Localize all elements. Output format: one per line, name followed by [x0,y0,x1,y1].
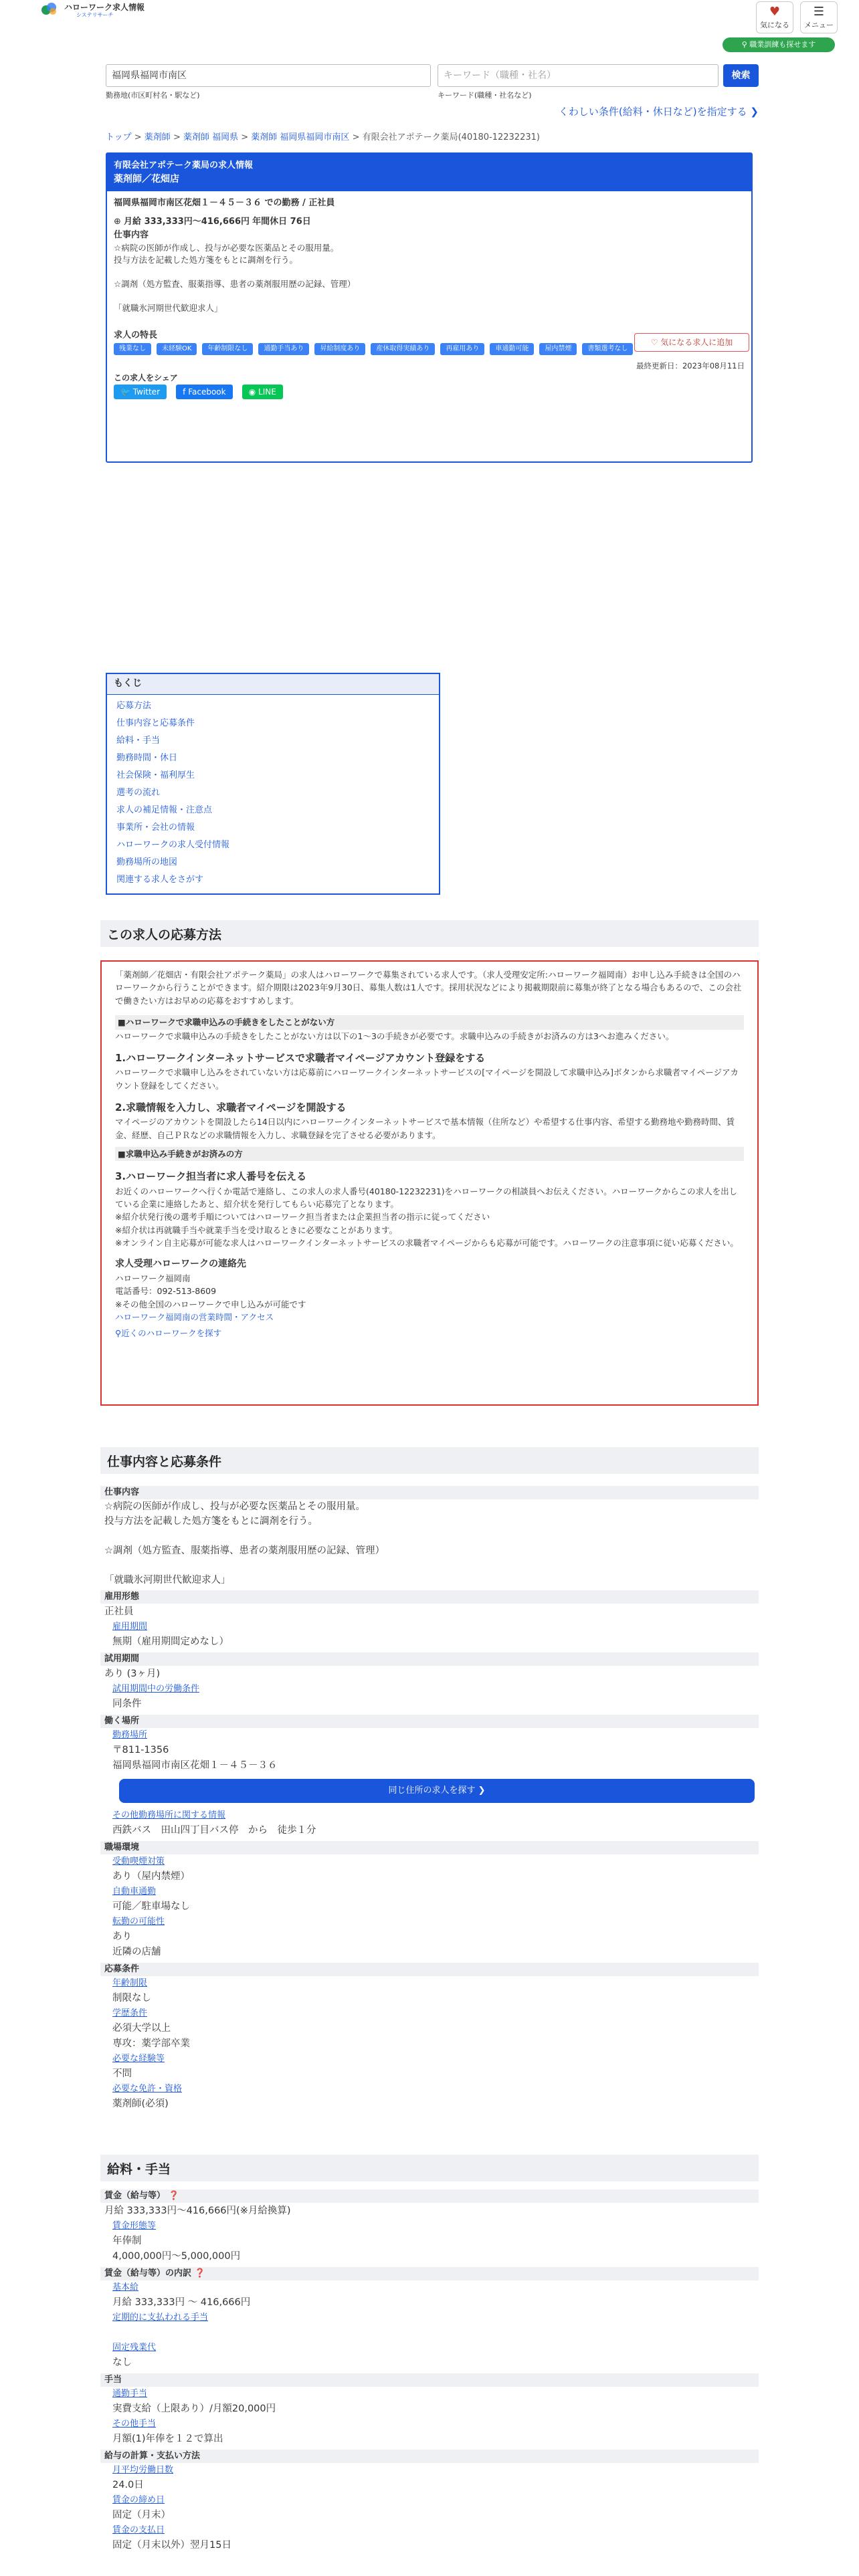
toc-item[interactable]: 勤務時間・休日 [116,752,178,763]
job-content-text: ☆病院の医師が作成し、投与が必要な医薬品とその服用量。 投与方法を記載した処方箋をもとに調剤を行う。 ☆調剤（処方監査、服薬指導、患者の薬剤服用歴の記録、管理） 「就職氷河期世代歓迎求人」 [114,243,356,314]
company-name: 有限会社アポテーク薬局の求人情報 [114,160,254,171]
zip-code: 〒811-1356 [112,1745,169,1755]
job-card [106,152,753,463]
apply-bar-new-text: ハローワークで求職申込みの手続きをしたことがない方は以下の1〜3の手続きが必要です。求職申込みの手続きがお済みの方は3へお進みください。 [115,1031,674,1041]
keyword-label: キーワード(職種・社名など) [438,91,532,100]
logo-subtitle: システリサーチ [76,12,114,18]
conditions-list [100,1483,759,2112]
toc-title: もくじ [107,674,439,695]
emp-val: 正社員 [104,1606,134,1617]
add-favorite-button[interactable]: ♡ 気になる求人に追加 [634,333,749,352]
trial-sub-val: 同条件 [112,1699,142,1709]
car-val: 可能／駐車場なし [112,1901,190,1912]
toc-item[interactable]: 事業所・会社の情報 [116,822,195,833]
edu-major: 専攻：薬学部卒業 [112,2038,190,2049]
job-tag: 産休取得実績あり [371,343,435,355]
age-val: 制限なし [112,1993,151,2004]
env-head: 職場環境 [100,1841,759,1854]
search-icon: ⚲ [741,40,747,49]
wage-form-sub[interactable]: 賃金形態等 [112,2221,157,2231]
job-holiday: 年間休日 76日 [252,217,311,227]
salary-section-title: 給料・手当 [100,2155,759,2181]
breakdown-head [100,2267,759,2280]
apply-step1-title: 1.ハローワークインターネットサービスで求職者マイページアカウント登録をする [115,1051,486,1064]
other-place-val: 西鉄バス 田山四丁目バス停 から 徒歩１分 [112,1825,316,1836]
job-card-header [107,154,751,191]
pay-day-val: 固定（月末以外）翌月15日 [112,2540,231,2551]
location-input[interactable]: 福岡県福岡市南区 [106,64,431,87]
favorites-button[interactable] [756,1,793,33]
job-salary: 月給 333,333円〜416,666円 [124,217,250,227]
search-area [100,64,759,124]
job-location: 福岡県福岡市南区花畑１－４５－３６ での勤務 / 正社員 [114,198,335,208]
chevron-right-icon: ❯ [750,106,759,118]
job-updated: 最終更新日：2023年08月11日 [636,360,745,370]
apply-step2-title: 2.求職情報を入力し、求職者マイページを開設する [115,1101,347,1113]
job-tag: 屋内禁煙 [539,343,577,355]
address: 福岡県福岡市南区花畑１－４５－３６ [112,1760,278,1771]
apply-section-title: この求人の応募方法 [100,920,759,947]
edu-val: 必須大学以上 [112,2023,171,2034]
hamburger-icon: ☰ [813,5,825,19]
share-twitter-label: Twitter [132,387,160,397]
job-tag: 車通勤可能 [490,343,534,355]
job-tag: 未経験OK [157,343,197,355]
share-line-button[interactable] [242,385,283,399]
place-sub[interactable]: 勤務場所 [112,1730,148,1740]
wage-form-range: 4,000,000円〜5,000,000円 [112,2251,241,2262]
menu-label: メニュー [804,21,834,29]
detail-search-label: くわしい条件(給料・休日など)を指定する [558,106,747,118]
contact-access-link[interactable]: ハローワーク福岡南の営業時間・アクセス [115,1312,274,1323]
apply-bar-done: ■求職申込み手続きがお済みの方 [115,1147,744,1161]
share-line-label: LINE [258,387,276,397]
breakdown-head-label: 賃金（給与等）の内訳 [104,2268,192,2278]
training-search-label: 職業訓練も探せます [749,40,816,49]
search-button[interactable]: 検索 [723,64,759,87]
near-hellowork-label: 近くのハローワークを探す [121,1327,222,1338]
wage-form-val: 年俸制 [112,2236,142,2246]
near-hellowork-link[interactable] [115,1327,744,1339]
job-tag: 残業なし [114,343,151,355]
money-icon: ⊕ [114,217,121,227]
wage-val: 月給 333,333円〜416,666円(※月給換算) [104,2206,291,2216]
job-title: 薬剤師／花畑店 [114,174,179,185]
work-text: ☆病院の医師が作成し、投与が必要な医薬品とその服用量。 投与方法を記載した処方箋をもとに調剤を行う。 ☆調剤（処方監査、服薬指導、患者の薬剤服用歴の記録、管理） 「就職氷河期世代歓迎求人」 [104,1501,385,1586]
transfer-sub[interactable]: 転勤の可能性 [112,1917,165,1927]
job-tag: 書類選考なし [582,343,633,355]
apply-step3-text: お近くのハローワークへ行くか電話で連絡し、この求人の求人番号(40180-12232231)をハローワークの相談員へお伝えください。ハローワークからこの求人を出している企業に連絡したあと、紹介状を発行してもらい応募完了となります。 ※紹介状発行後の選考手順についてはハローワーク担当者または企業担当者の指示に従ってください ※紹介状は再就職手当や就業手当を受け取るときに必要なことがあります。 ※オンライン自主応募が可能な求人はハローワークインターネットサービスの求職者マイページからも応募が可能です。ハローワークの注意事項に従い応募ください。 [115,1186,739,1248]
breadcrumb-current: 有限会社アポテーク薬局(40180-12232231) [362,132,540,142]
job-tag: 昇給制度あり [314,343,365,355]
contact-name: ハローワーク福岡南 [115,1273,191,1284]
apply-step1-text: ハローワークで求職申し込みをされていない方は応募前にハローワークインターネットサービスの[マイページを開設して求職申込み]ボタンから求職者マイページアカウント登録をしてください。 [115,1067,739,1091]
transfer-val: あり [112,1931,132,1942]
other-allow-sub[interactable]: その他手当 [112,2419,157,2429]
apply-step3-title: 3.ハローワーク担当者に求人番号を伝える [115,1170,307,1183]
toc-item[interactable]: 仕事内容と応募条件 [116,718,195,728]
detail-search-link[interactable] [559,104,759,120]
contact-note: ※その他全国のハローワークで申し込みが可能です [115,1299,306,1309]
place-head: 働く場所 [100,1715,759,1728]
close-day-sub[interactable]: 賃金の締め日 [112,2495,165,2505]
breadcrumb-pref[interactable]: 薬剤師 福岡県 [183,132,239,142]
menu-button[interactable] [800,1,838,33]
overtime-sub[interactable]: 固定残業代 [112,2343,157,2353]
location-label: 勤務地(市区町村名・駅など) [106,91,200,100]
breadcrumb-top[interactable]: トップ [106,132,132,142]
overtime-val: なし [112,2357,132,2368]
trial-sub[interactable]: 試用期間中の労働条件 [112,1684,200,1694]
allowance-head: 手当 [100,2373,759,2387]
job-card-body [107,191,751,405]
apply-bar-new: ■ハローワークで求職申込みの手続きをしたことがない方 [115,1015,744,1029]
work-head: 仕事内容 [100,1486,759,1499]
fixed-allow-spacer [100,2325,759,2341]
share-label: この求人をシェア [114,373,178,383]
toc-item[interactable]: 関連する求人をさがす [116,874,204,885]
table-of-contents [106,673,440,895]
salary-list [100,2187,759,2553]
close-day-val: 固定（月末） [112,2510,171,2520]
same-address-search-button[interactable]: 同じ住所の求人を探す ❯ [119,1779,755,1803]
toc-item[interactable]: 求人の補足情報・注意点 [116,804,213,815]
other-allow-val: 月額(1)年俸を１２で算出 [112,2434,223,2444]
heart-icon: ♥ [769,5,781,19]
training-search-button[interactable] [723,37,835,52]
car-sub[interactable]: 自動車通勤 [112,1887,157,1897]
line-icon: ◉ [248,387,256,397]
other-place-sub[interactable]: その他勤務場所に関する情報 [112,1810,226,1820]
req-head: 応募条件 [100,1963,759,1976]
trial-val: あり (3ヶ月) [104,1669,161,1679]
breadcrumb-city[interactable]: 薬剤師 福岡県福岡市南区 [251,132,350,142]
license-sub[interactable]: 必要な免許・資格 [112,2084,183,2094]
emp-head: 雇用形態 [100,1590,759,1604]
job-features-head: 求人の特長 [114,330,158,341]
toc-item[interactable]: 勤務場所の地図 [116,857,178,867]
logo-mark-icon [41,3,60,19]
conditions-section-title: 仕事内容と応募条件 [100,1447,759,1474]
help-icon[interactable]: ❓ [194,2268,205,2278]
site-logo[interactable] [41,3,145,19]
twitter-icon: 🐦 [120,387,130,397]
job-tag: 再雇用あり [440,343,484,355]
base-val: 月給 333,333円 〜 416,666円 [112,2297,251,2308]
fixed-allow-sub[interactable]: 定期的に支払われる手当 [112,2313,209,2323]
trial-head: 試用期間 [100,1652,759,1666]
emp-period-val: 無期（雇用期間定めなし） [112,1636,229,1647]
job-tag: 年齢制限なし [202,343,253,355]
avg-days-val: 24.0日 [112,2480,144,2490]
transfer-val-detail: 近隣の店舗 [112,1947,161,1957]
avg-days-sub[interactable]: 月平均労働日数 [112,2465,174,2475]
site-header [0,0,859,64]
keyword-input[interactable]: キーワード（職種・社名） [438,64,719,87]
license-val: 薬剤師(必須) [112,2099,169,2109]
breadcrumb: トップ > 薬剤師 > 薬剤師 福岡県 > 薬剤師 福岡県福岡市南区 > 有限会社アポテーク薬局(40180-12232231) [106,132,540,142]
search-icon: ⚲ [115,1327,122,1338]
calc-head: 給与の計算・支払い方法 [100,2450,759,2463]
toc-item[interactable]: 選考の流れ [116,787,161,798]
toc-item[interactable]: 給料・手当 [116,735,161,746]
breadcrumb-job[interactable]: 薬剤師 [144,132,171,142]
apply-intro: 「薬剤師／花畑店・有限会社アポテーク薬局」の求人はハローワークで募集されている求人です。（求人受理安定所:ハローワーク福岡南）お申し込み手続きは全国のハローワークから行うことができます。紹介期限は2023年9月30日、募集人数は1人です。採用状況などにより掲載期限前に募集が終了となる場合もあるので、この会社で働きたい方はお早めの応募をおすすめします。 [115,970,742,1006]
age-sub[interactable]: 年齢制限 [112,1978,148,1988]
job-content-head: 仕事内容 [114,230,149,241]
toc-item[interactable]: 社会保険・福利厚生 [116,770,195,780]
contact-tel: 電話番号：092-513-8609 [115,1286,217,1297]
facebook-icon: f [183,387,186,397]
exp-sub[interactable]: 必要な経験等 [112,2054,165,2064]
toc-item[interactable]: 応募方法 [116,700,152,711]
help-icon[interactable]: ❓ [168,2191,179,2201]
apply-step2-text: マイページのアカウントを開設したら14日以内にハローワークインターネットサービスで基本情報（住所など）や希望する仕事内容、希望する勤務地や勤務時間、賃金、経歴、自己ＰＲなどの求職情報を入力し、求職登録を完了させる必要があります。 [115,1117,735,1140]
smoke-sub[interactable]: 受動喫煙対策 [112,1856,165,1866]
apply-box [100,960,759,1406]
edu-sub[interactable]: 学歴条件 [112,2008,148,2018]
share-twitter-button[interactable] [114,385,167,399]
toc-item[interactable]: ハローワークの求人受付情報 [116,839,230,850]
base-sub[interactable]: 基本給 [112,2282,139,2292]
wage-head-label: 賃金（給与等） [104,2191,166,2201]
pay-day-sub[interactable]: 賃金の支払日 [112,2525,165,2535]
logo-title: ハローワーク求人情報 [64,3,145,12]
wage-head [100,2189,759,2203]
emp-period-sub[interactable]: 雇用期間 [112,1622,148,1632]
share-facebook-button[interactable] [176,385,232,399]
commute-val: 実費支給（上限あり）/月額20,000円 [112,2403,276,2414]
contact-title: 求人受理ハローワークの連絡先 [115,1259,246,1270]
exp-val: 不問 [112,2068,132,2079]
smoke-val: あり（屋内禁煙） [112,1871,190,1882]
job-tag: 通勤手当あり [258,343,309,355]
share-facebook-label: Facebook [188,387,226,397]
commute-sub[interactable]: 通勤手当 [112,2389,148,2399]
favorites-label: 気になる [760,21,789,29]
